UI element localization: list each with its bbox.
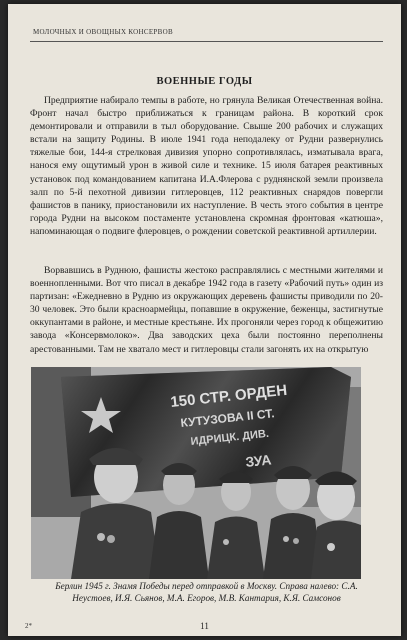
page-number: 11 xyxy=(200,621,209,631)
book-page xyxy=(8,4,401,636)
historical-photo xyxy=(31,367,361,579)
banner-line-2: КУТУЗОВА II СТ. xyxy=(179,406,276,430)
photo-caption: Берлин 1945 г. Знамя Победы перед отправкой в Москву. Справа налево: С.А. Неустоев, И.Я. Сьянов, М.А. Егоров, М.В. Кантария, К.Я. Самсонов xyxy=(55,581,358,603)
paragraph-text: Предприятие набирало темпы в работе, но грянула Великая Отечественная война. Фронт начал быстро приближаться к границам района. В короткий срок демонтировали и отправили в тыл оборудование. Свыше 200 рабочих и служащих встали на защиту Родины. В июле 1941 года неподалеку от Рудни развернулись тяжелые бои, 144-я стрелковая дивизия упорно сопротивлялась, изматывала врага, нанося ему ощутимый урон в живой силе и технике. 15 июля батарея реактивных установок под командованием капитана И.А.Флерова с руднянской земли произвела залп по 5-й пехотной дивизии гитлеровцев, 112 реактивных снарядов повергли фашистов в панику, приостановили их наступление. В честь этого события в центре города Рудни на высоком постаменте установлена скромная фронтовая «катюша», напоминающая о подвиге флеровцев, о рождении советской реактивной артиллерии. xyxy=(30,95,383,237)
running-header: МОЛОЧНЫХ И ОВОЩНЫХ КОНСЕРВОВ xyxy=(33,28,173,36)
body-paragraph-2 xyxy=(30,264,383,356)
signature-mark: 2* xyxy=(25,622,32,630)
body-paragraph-1 xyxy=(30,94,383,238)
banner-line-3: ИДРИЦК. ДИВ. xyxy=(190,427,270,448)
section-title: ВОЕННЫЕ ГОДЫ xyxy=(156,76,253,87)
photo-illustration xyxy=(31,367,361,579)
paragraph-text: Ворвавшись в Руднюю, фашисты жестоко расправлялись с местными жителями и военнопленными. Вот что писал в декабре 1942 года в газету «Рабочий путь» один из партизан: «Ежедневно в Рудню из окружающих деревень фашисты приводили по 20-30 человек. Это были красноармейцы, попавшие в окружение, беженцы, застигнутые оккупантами в районе, и местные крестьяне. Их прогоняли через город к общежитию завода «Консервмолоко». Два заводских цеха были постоянно переполнены арестованными. Там не хватало мест и гитлеровцы стали загонять их на открытую xyxy=(30,265,383,355)
banner-line-1: 150 СТР. ОРДЕН xyxy=(169,381,288,411)
banner-line-4: ЗУА xyxy=(244,451,273,470)
header-rule xyxy=(30,41,383,42)
